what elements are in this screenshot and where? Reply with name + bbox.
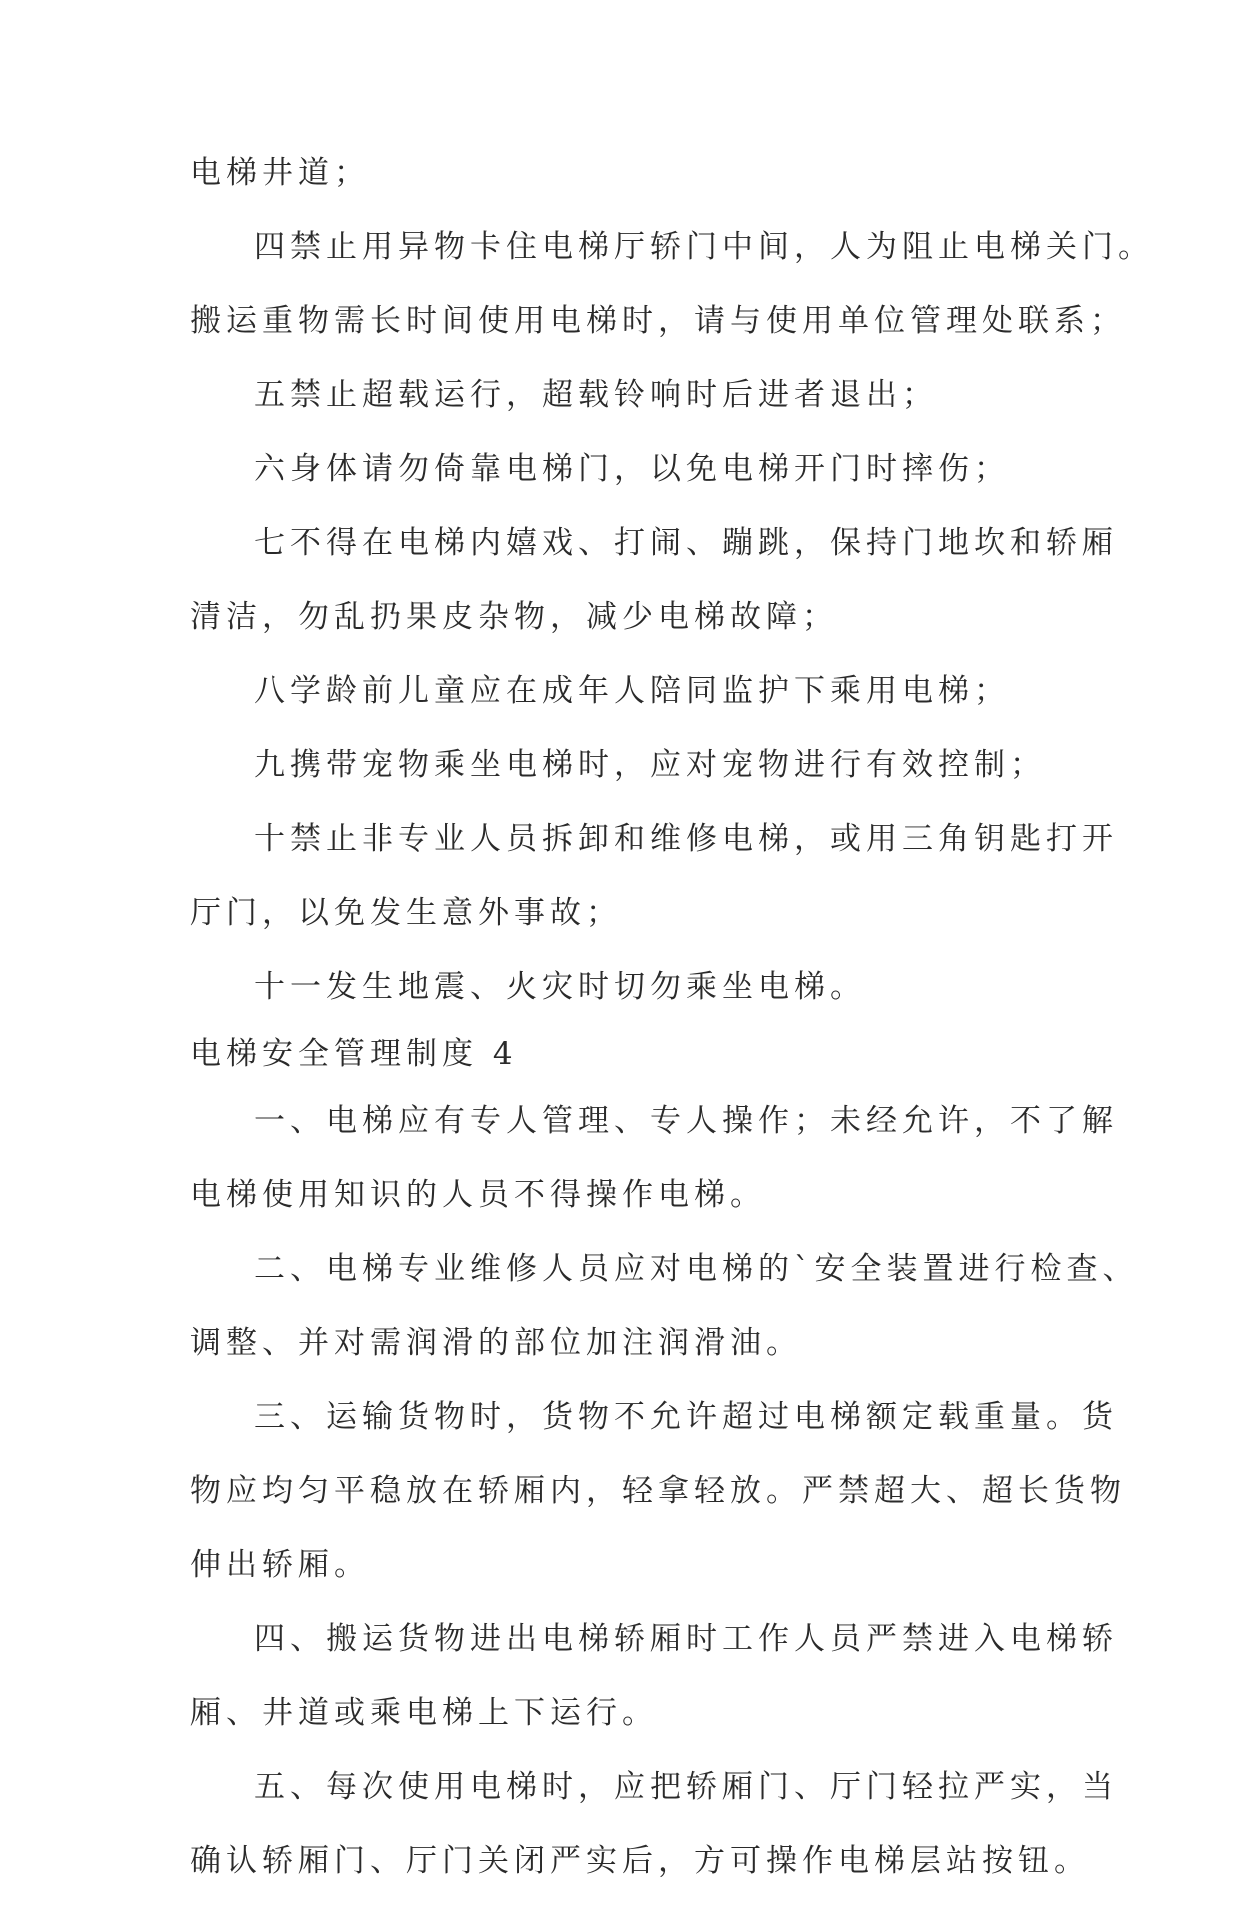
text-line: 九携带宠物乘坐电梯时，应对宠物进行有效控制； — [254, 747, 1046, 783]
text-line: 一、电梯应有专人管理、专人操作；未经允许，不了解 — [254, 1103, 1118, 1139]
text-line: 十一发生地震、火灾时切勿乘坐电梯。 — [254, 969, 866, 1005]
text-line: 四禁止用异物卡住电梯厅轿门中间，人为阻止电梯关门。 — [254, 229, 1154, 265]
text-line: 电梯使用知识的人员不得操作电梯。 — [190, 1177, 766, 1213]
text-line: 伸出轿厢。 — [190, 1547, 370, 1583]
text-line: 二、电梯专业维修人员应对电梯的`安全装置进行检查、 — [254, 1251, 1139, 1287]
text-line: 十禁止非专业人员拆卸和维修电梯，或用三角钥匙打开 — [254, 821, 1118, 857]
text-line: 三、运输货物时，货物不允许超过电梯额定载重量。货 — [254, 1399, 1118, 1435]
text-line: 四、搬运货物进出电梯轿厢时工作人员严禁进入电梯轿 — [254, 1621, 1118, 1657]
text-line: 八学龄前儿童应在成年人陪同监护下乘用电梯； — [254, 673, 1010, 709]
text-line: 厢、井道或乘电梯上下运行。 — [190, 1695, 658, 1731]
text-line: 五、每次使用电梯时，应把轿厢门、厅门轻拉严实，当 — [254, 1769, 1118, 1805]
section-heading: 电梯安全管理制度 4 — [190, 1036, 518, 1072]
text-line: 厅门，以免发生意外事故； — [190, 895, 622, 931]
text-line: 调整、并对需润滑的部位加注润滑油。 — [190, 1325, 802, 1361]
text-line: 五禁止超载运行，超载铃响时后进者退出； — [254, 377, 938, 413]
text-line: 物应均匀平稳放在轿厢内，轻拿轻放。严禁超大、超长货物 — [190, 1473, 1126, 1509]
text-line: 清洁，勿乱扔果皮杂物，减少电梯故障； — [190, 599, 838, 635]
text-line: 六身体请勿倚靠电梯门，以免电梯开门时摔伤； — [254, 451, 1010, 487]
text-line: 电梯井道； — [190, 155, 370, 191]
text-line: 搬运重物需长时间使用电梯时，请与使用单位管理处联系； — [190, 303, 1126, 339]
text-line: 七不得在电梯内嬉戏、打闹、蹦跳，保持门地坎和轿厢 — [254, 525, 1118, 561]
document-body — [190, 155, 1154, 1917]
text-line: 确认轿厢门、厅门关闭严实后，方可操作电梯层站按钮。 — [190, 1843, 1090, 1879]
